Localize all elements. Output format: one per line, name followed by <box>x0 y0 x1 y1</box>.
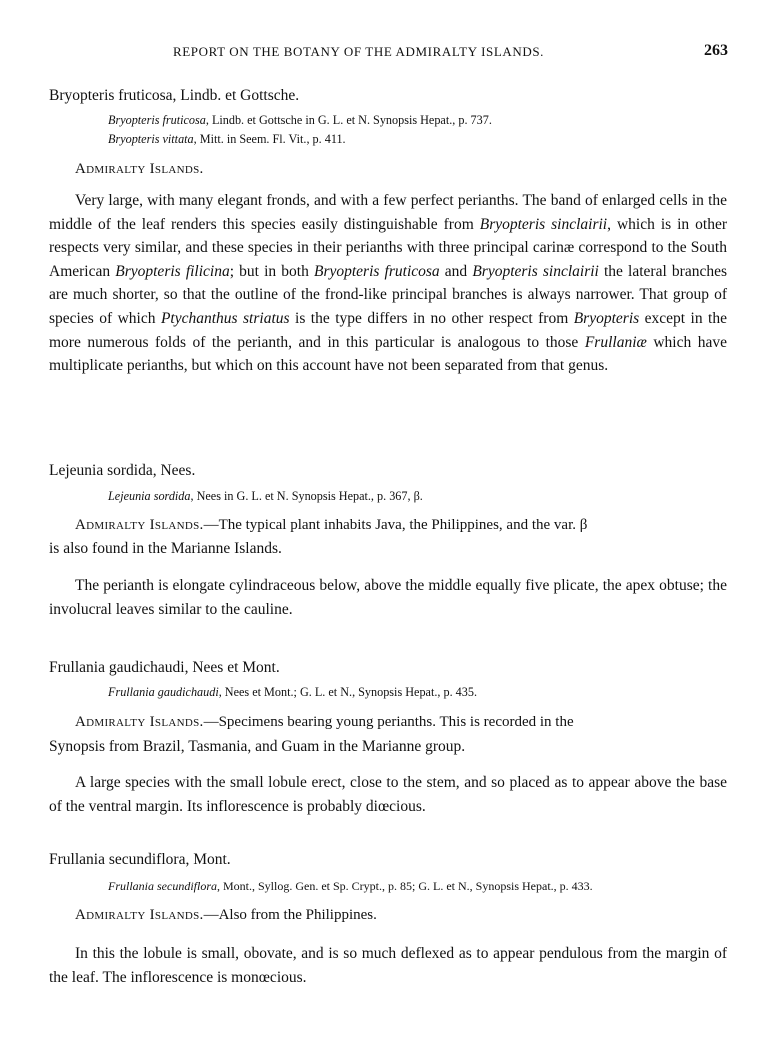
species-authority: , Mont. <box>185 851 231 868</box>
species-name: Lejeunia sordida <box>49 462 153 479</box>
species-name: Frullania secundiflora <box>49 851 186 868</box>
description-paragraph: A large species with the small lobule erect, close to the stem, and so placed as to appear above the base of the ventral margin. Its inflorescence is probably diœcious. <box>49 774 727 815</box>
species-heading <box>49 659 280 677</box>
species-authority: , Nees et Mont. <box>184 659 280 676</box>
species-heading <box>49 87 299 105</box>
running-title: REPORT ON THE BOTANY OF THE ADMIRALTY ISLANDS. <box>173 44 545 59</box>
species-heading <box>49 851 231 869</box>
synonym-citation <box>108 132 346 147</box>
synonym-name: Bryopteris fruticosa <box>108 113 206 127</box>
locality-text-continued: Synopsis from Brazil, Tasmania, and Guam in the Marianne group. <box>49 738 466 755</box>
locality-label: Admiralty Islands. <box>75 907 204 923</box>
synonym-name: Frullania gaudichaudi <box>108 685 219 699</box>
page-number: 263 <box>704 42 728 59</box>
description-paragraph: In this the lobule is small, obovate, and is so much deflexed as to appear pendulous from the margin of the leaf. The inflorescence is monœcious. <box>49 945 727 986</box>
synonym-reference: , Mitt. in Seem. Fl. Vit., p. 411. <box>193 132 346 146</box>
synonym-name: Frullania secundiflora <box>108 879 217 893</box>
synonym-reference: , Nees et Mont.; G. L. et N., Synopsis Hepat., p. 435. <box>218 685 477 699</box>
locality-statement <box>75 714 574 731</box>
species-name: Bryopteris fruticosa <box>49 87 173 104</box>
species-name: Frullania gaudichaudi <box>49 659 185 676</box>
synonym-reference: , Mont., Syllog. Gen. et Sp. Crypt., p. 85; G. L. et N., Synopsis Hepat., p. 433. <box>217 879 593 893</box>
description-paragraph: The perianth is elongate cylindraceous below, above the middle equally five plicate, the apex obtuse; the involucral leaves similar to the cauline. <box>49 577 727 618</box>
locality-label: Admiralty Islands. <box>75 714 204 730</box>
synonym-reference: , Nees in G. L. et N. Synopsis Hepat., p. 367, β. <box>190 489 423 503</box>
locality-label: Admiralty Islands. <box>75 161 204 177</box>
description-paragraph: Very large, with many elegant fronds, and with a few perfect perianths. The band of enlarged cells in the middle of the leaf renders this species easily distinguishable from Bryopteris sinclairii, which is in other respects very similar, and these species in their perianths with three principal carinæ correspond to the South American Bryopteris filicina; but in both Bryopteris fruticosa and Bryopteris sinclairii the lateral branches are much shorter, so that the outline of the frond-like principal branches is always narrower. That group of species of which Ptychanthus striatus is the type differs in no other respect from Bryopteris except in the more numerous folds of the perianth, and in this particular is analogous to those Frullaniæ which have multiplicate perianths, but which on this account have not been separated from that genus. <box>49 192 728 375</box>
species-authority: , Lindb. et Gottsche. <box>172 87 300 104</box>
synonym-reference: , Lindb. et Gottsche in G. L. et N. Synopsis Hepat., p. 737. <box>205 113 492 127</box>
synonym-citation <box>108 879 593 894</box>
synonym-citation <box>108 489 423 504</box>
locality-statement <box>75 517 587 534</box>
locality-statement <box>75 907 377 924</box>
synonym-name: Lejeunia sordida <box>108 489 191 503</box>
locality-text: —The typical plant inhabits Java, the Philippines, and the var. β <box>203 517 588 533</box>
synonym-citation <box>108 113 492 128</box>
locality-label: Admiralty Islands. <box>75 517 204 533</box>
running-head <box>48 44 728 64</box>
locality-text: —Specimens bearing young perianths. This is recorded in the <box>203 714 574 730</box>
species-authority: , Nees. <box>152 462 196 479</box>
species-heading <box>49 462 195 480</box>
synonym-citation <box>108 685 477 700</box>
synonym-name: Bryopteris vittata <box>108 132 194 146</box>
locality-text-continued: is also found in the Marianne Islands. <box>49 540 282 557</box>
locality-text: —Also from the Philippines. <box>203 907 377 923</box>
